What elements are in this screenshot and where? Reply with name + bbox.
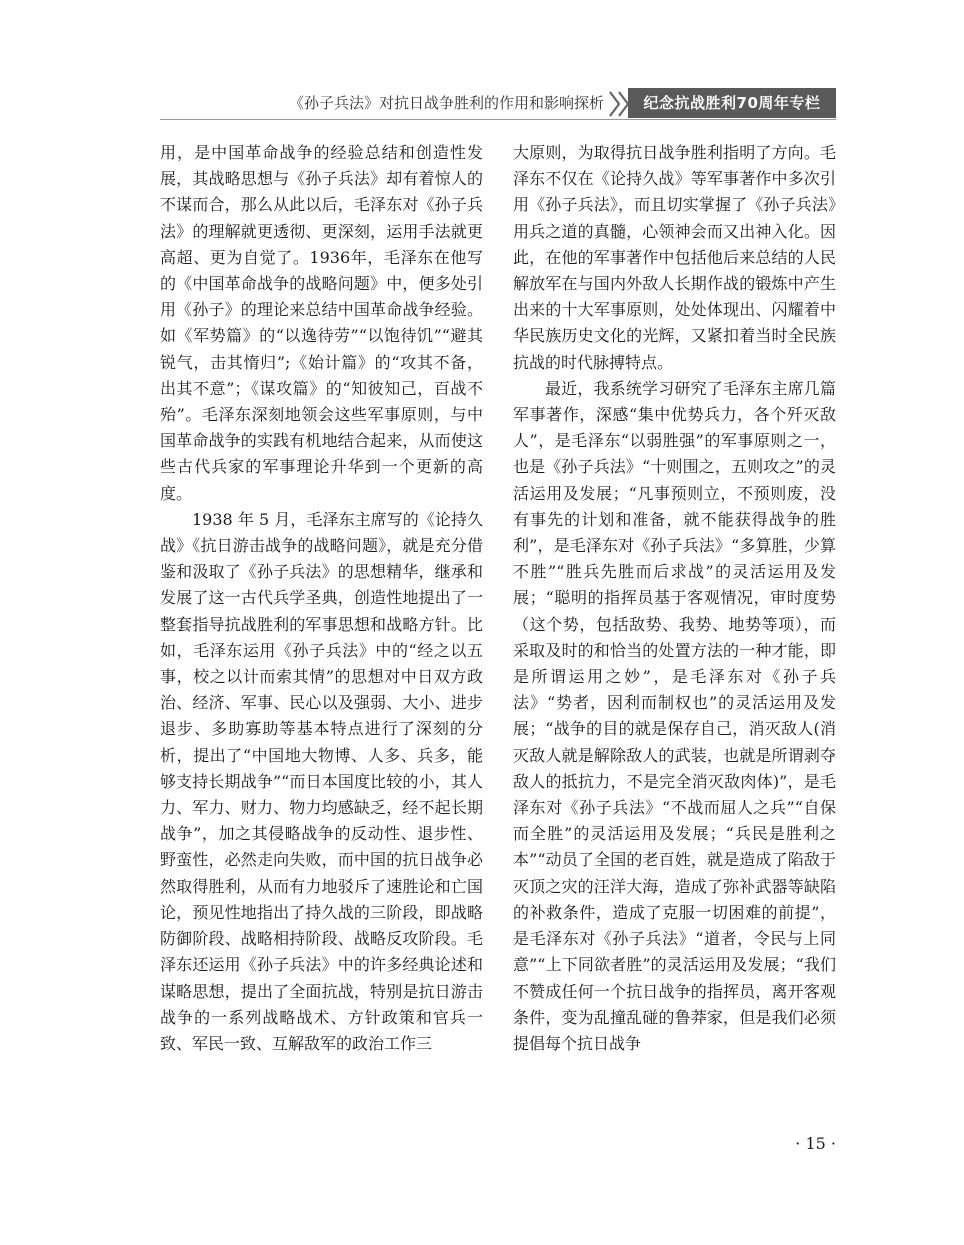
running-header [160,88,836,120]
right-column [513,140,836,1057]
left-paragraph-1: 用，是中国革命战争的经验总结和创造性发展，其战略思想与《孙子兵法》却有着惊人的不谋而合，那么从此以后，毛泽东对《孙子兵法》的理解就更透彻、更深刻，运用手法就更高超、更为自觉了。1936年，毛泽东在他写的《中国革命战争的战略问题》中，便多处引用《孙子》的理论来总结中国革命战争经验。如《军势篇》的“以逸待劳”“以饱待饥”“避其锐气，击其惰归”;《始计篇》的“攻其不备，出其不意”；《谋攻篇》的“知彼知己，百战不殆”。毛泽东深刻地领会这些军事原则，与中国革命战争的实践有机地结合起来，从而使这些古代兵家的军事理论升华到一个更新的高度。 [160,143,483,503]
header-rule [160,119,836,120]
running-header-title: 《孙子兵法》对抗日战争胜利的作用和影响探析 [288,94,604,112]
right-paragraph-2: 最近，我系统学习研究了毛泽东主席几篇军事著作，深感“集中优势兵力，各个歼灭敌人”，是毛泽东“以弱胜强”的军事原则之一，也是《孙子兵法》“十则围之，五则攻之”的灵活运用及发展；“凡事预则立，不预则废，没有事先的计划和准备，就不能获得战争的胜利”，是毛泽东对《孙子兵法》“多算胜，少算不胜”“胜兵先胜而后求战”的灵活运用及发展；“聪明的指挥员基于客观情况，审时度势（这个势，包括敌势、我势、地势等项），而采取及时的和恰当的处置方法的一种才能，即是所谓运用之妙”，是毛泽东对《孙子兵法》“势者，因利而制权也”的灵活运用及发展；“战争的目的就是保存自己，消灭敌人(消灭敌人就是解除敌人的武装，也就是所谓剥夺敌人的抵抗力，不是完全消灭敌肉体)”，是毛泽东对《孙子兵法》“不战而屈人之兵”“自保而全胜”的灵活运用及发展；“兵民是胜利之本”“动员了全国的老百姓，就是造成了陷敌于灭顶之灾的汪洋大海，造成了弥补武器等缺陷的补救条件，造成了克服一切困难的前提”，是毛泽东对《孙子兵法》“道者，令民与上同意”“上下同欲者胜”的灵活运用及发展；“我们不赞成任何一个抗日战争的指挥员，离开客观条件，变为乱撞乱碰的鲁莽家，但是我们必须提倡每个抗日战争 [513,378,836,1053]
column-banner: 纪念抗战胜利70周年专栏 [628,88,836,118]
right-paragraph-1: 大原则，为取得抗日战争胜利指明了方向。毛泽东不仅在《论持久战》等军事著作中多次引用《孙子兵法》，而且切实掌握了《孙子兵法》用兵之道的真髓，心领神会而又出神入化。因此，在他的军事著作中包括他后来总结的人民解放军在与国内外敌人长期作战的锻炼中产生出来的十大军事原则，处处体现出、闪耀着中华民族历史文化的光辉，又紧扣着当时全民族抗战的时代脉搏特点。 [513,143,836,372]
page-number: · 15 · [795,1134,836,1153]
left-paragraph-2: 1938 年 5 月，毛泽东主席写的《论持久战》《抗日游击战争的战略问题》，就是充分借鉴和汲取了《孙子兵法》的思想精华，继承和发展了这一古代兵学圣典，创造性地提出了一整套指导抗战胜利的军事思想和战略方针。比如，毛泽东运用《孙子兵法》中的“经之以五事，校之以计而索其情”的思想对中日双方政治、经济、军事、民心以及强弱、大小、进步退步、多助寡助等基本特点进行了深刻的分析，提出了“中国地大物博、人多、兵多，能够支持长期战争”“而日本国度比较的小，其人力、军力、财力、物力均感缺乏，经不起长期战争”，加之其侵略战争的反动性、退步性、野蛮性，必然走向失败，而中国的抗日战争必然取得胜利，从而有力地驳斥了速胜论和亡国论，预见性地指出了持久战的三阶段，即战略防御阶段、战略相持阶段、战略反攻阶段。毛泽东还运用《孙子兵法》中的许多经典论述和谋略思想，提出了全面抗战，特别是抗日游击战争的一系列战略战术、方针政策和官兵一致、军民一致、互解敌军的政治工作三 [160,509,483,1053]
left-column [160,140,483,1057]
